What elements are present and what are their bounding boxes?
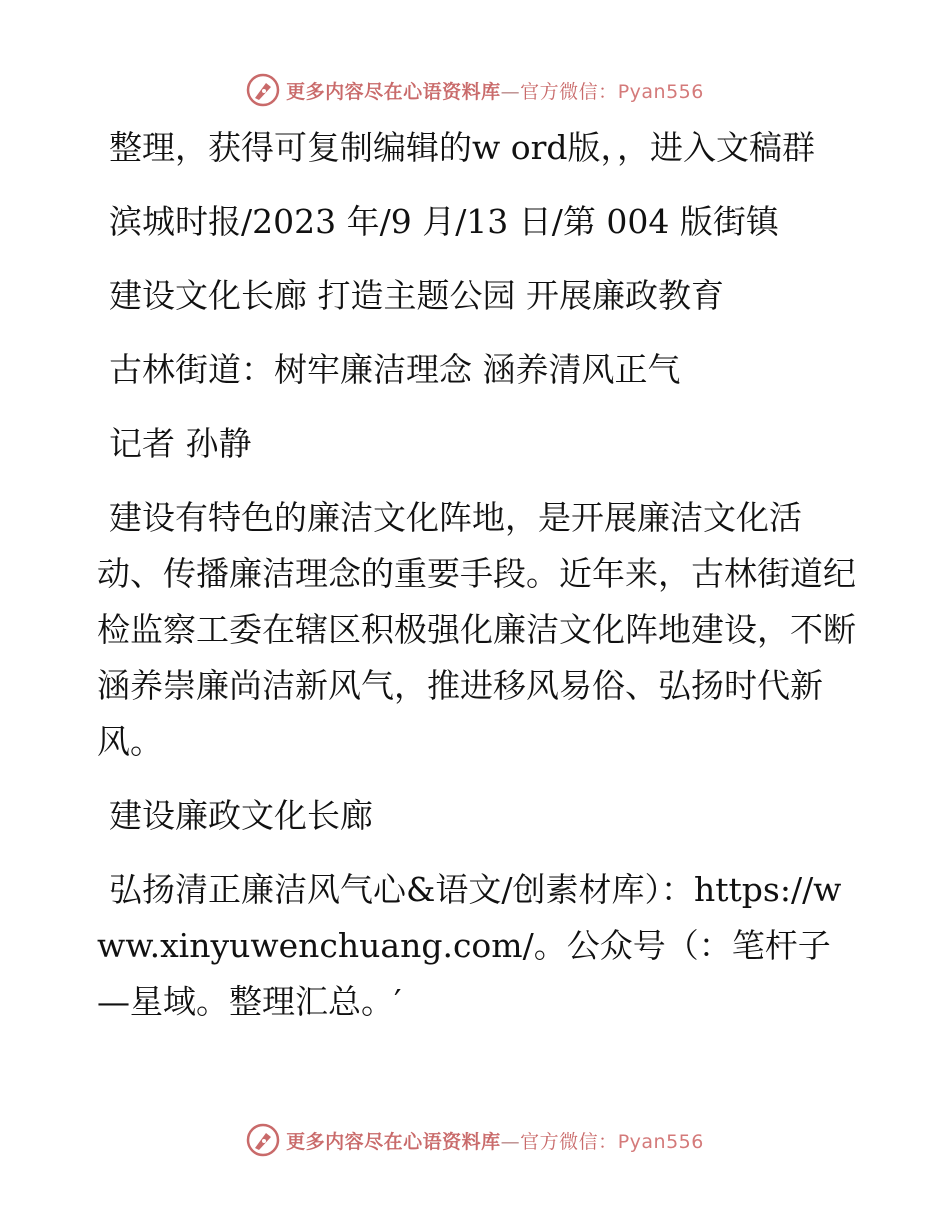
watermark-separator: — [500, 80, 521, 103]
pen-nib-logo-icon [246, 73, 280, 107]
watermark-wechat-label: 官方微信： [520, 80, 618, 103]
watermark-text [286, 1127, 704, 1154]
pen-nib-logo-icon [246, 1123, 280, 1157]
source-note-paragraph: 弘扬清正廉洁风气心&语文/创素材库）：https://www.xinyuwenchuang.com/。公众号（：笔杆子—星域。整理汇总。′ [97, 870, 842, 1021]
document-body [97, 120, 857, 1048]
body-paragraph: 建设有特色的廉洁文化阵地，是开展廉洁文化活动、传播廉洁理念的重要手段。近年来，古林街道纪检监察工委在辖区积极强化廉洁文化阵地建设，不断涵养崇廉尚洁新风气，推进移风易俗、弘扬时代新风。 [97, 498, 856, 761]
headline-subtitle: 建设文化长廊 打造主题公园 开展廉政教育 [109, 276, 724, 315]
header-watermark [0, 70, 950, 110]
watermark-wechat-id: Pyan556 [617, 80, 704, 103]
footer-watermark [0, 1120, 950, 1160]
watermark-brand: 更多内容尽在心语资料库 [286, 1130, 501, 1153]
watermark-separator: — [500, 1130, 521, 1153]
intro-paragraph: 整理，获得可复制编辑的w ord版，，进入文稿群 [109, 128, 816, 167]
source-line: 滨城时报/2023 年/9 月/13 日/第 004 版街镇 [109, 202, 779, 241]
headline-title: 古林街道：树牢廉洁理念 涵养清风正气 [109, 350, 681, 389]
section-heading: 建设廉政文化长廊 [109, 796, 373, 835]
byline: 记者 孙静 [109, 424, 252, 463]
watermark-wechat-label: 官方微信： [520, 1130, 618, 1153]
watermark-text [286, 77, 704, 104]
watermark-wechat-id: Pyan556 [617, 1130, 704, 1153]
watermark-brand: 更多内容尽在心语资料库 [286, 80, 501, 103]
